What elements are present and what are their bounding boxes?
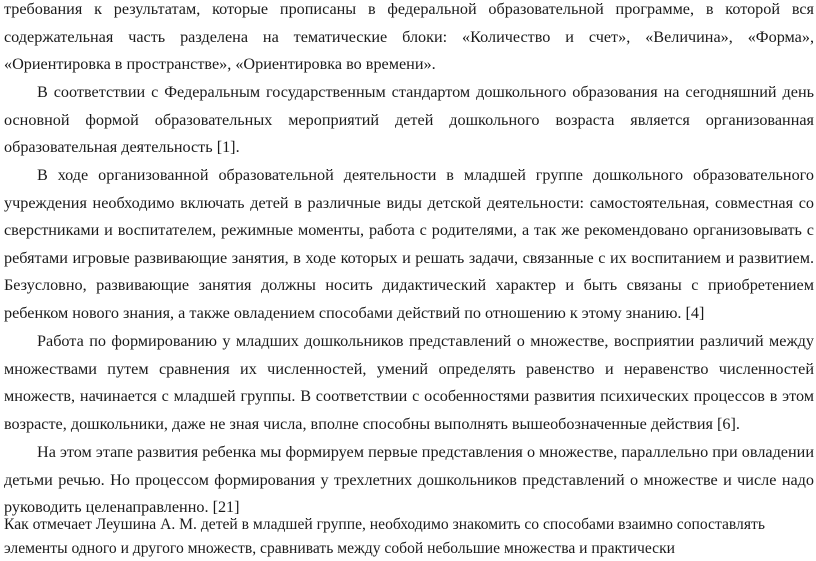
paragraph-development-stage: На этом этапе развития ребенка мы формируем первые представления о множестве, параллельно при овладении детьми речью. Но процессом формирования у трехлетних дошкольников представлений о множестве и числе надо руководить целенаправленно. [21] [4,443,814,517]
paragraph-leushina-quote: Как отмечает Леушина А. М. детей в младшей группе, необходимо знакомить со способами взаимно сопоставлять элементы одного и другого множеств, сравнивать между собой небольшие множества и практически [4,516,765,557]
paragraph-fgos-standard: В соответствии с Федеральным государственным стандартом дошкольного образования на сегодняшний день основной формой образовательных мероприятий детей дошкольного возраста является организованная образовательная деятельность [1]. [4,83,814,157]
paragraph-set-representations: Работа по формированию у младших дошкольников представлений о множестве, восприятии различий между множествами путем сравнения их численностей, умений определять равенство и неравенство численностей множеств, начинается с младшей группы. В соответствии с особенностями развития психических процессов в этом возрасте, дошкольники, даже не зная числа, вполне способны выполнять вышеобозначенные действия [6]. [4,332,814,433]
paragraph-organized-activity: В ходе организованной образовательной деятельности в младшей группе дошкольного образовательного учреждения необходимо включать детей в различные виды детской деятельности: самостоятельная, совместная со сверстниками и воспитателем, режимные моменты, работа с родителями, а так же рекомендовано организовывать с ребятами игровые развивающие занятия, в ходе которых и решать задачи, связанные с их воспитанием и развитием. Безусловно, развивающие занятия должны носить дидактический характер и быть связаны с приобретением ребенком нового знания, а также овладением способами действий по отношению к этому знанию. [4] [4,166,814,322]
paragraph-thematic-blocks: требования к результатам, которые прописаны в федеральной образовательной программе, в которой вся содержательная часть разделена на тематические блоки: «Количество и счет», «Величина», «Форма», «Ориентировка в пространстве», «Ориентировка во времени». [4,0,814,74]
